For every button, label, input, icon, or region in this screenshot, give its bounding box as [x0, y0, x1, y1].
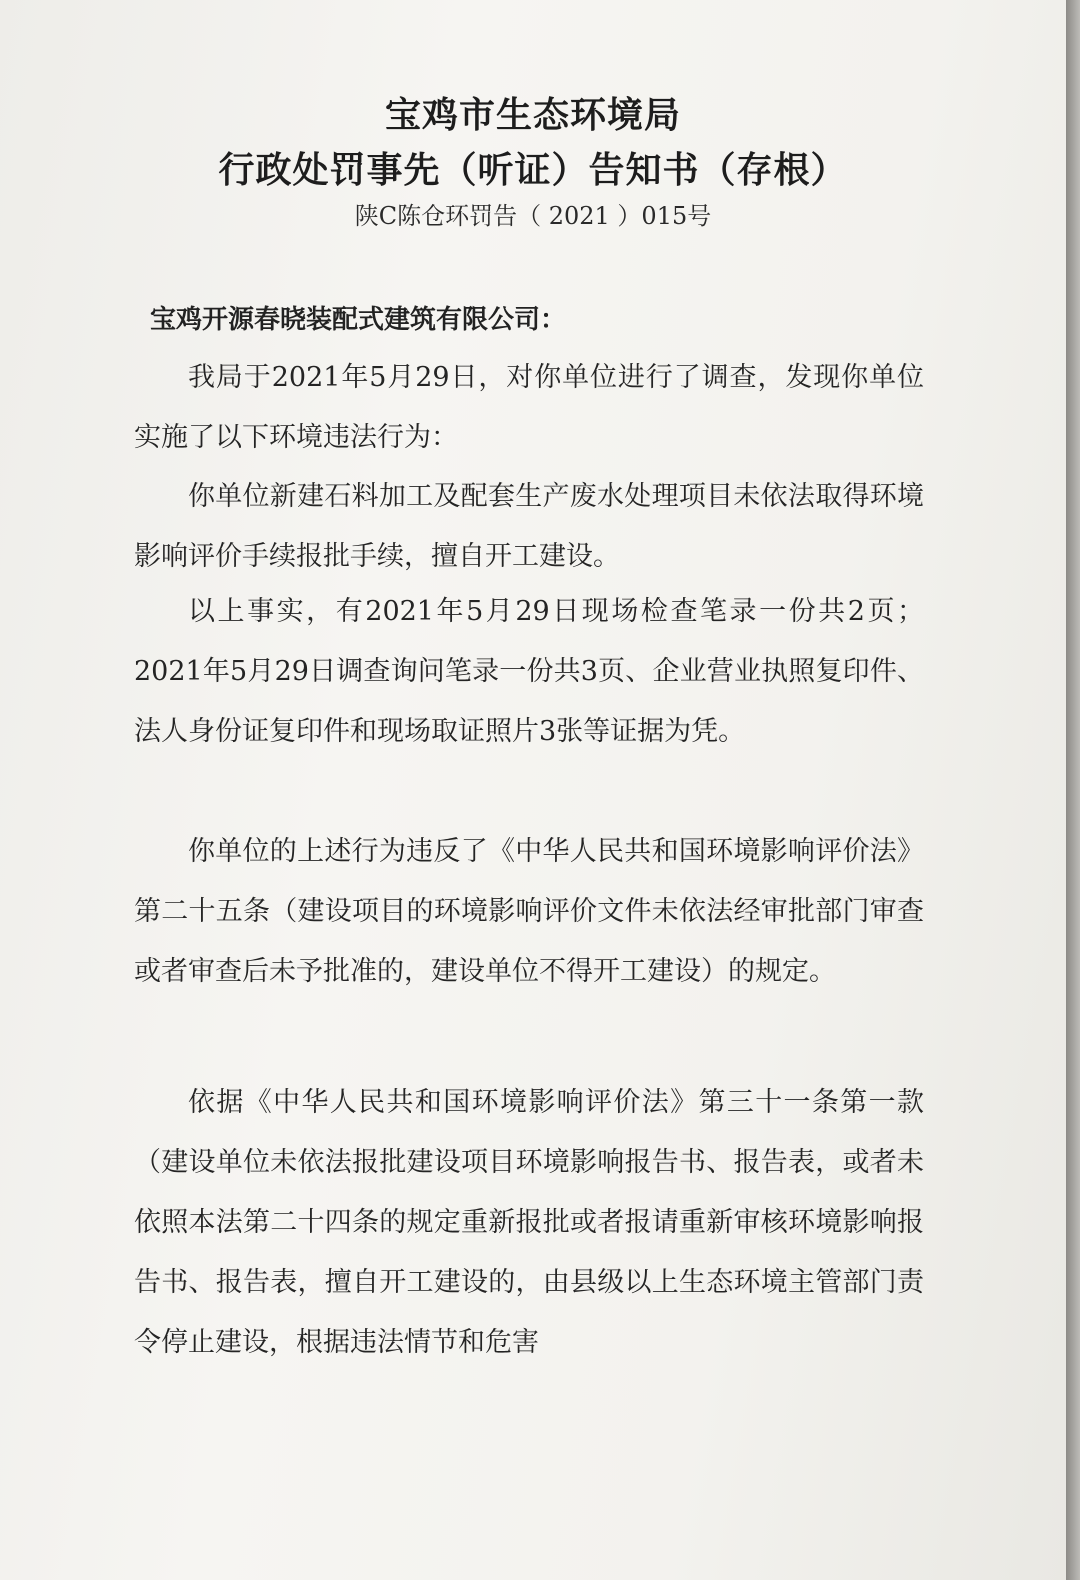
document-title: 行政处罚事先（听证）告知书（存根）	[218, 150, 848, 191]
issuer-title: 宝鸡市生态环境局	[384, 95, 681, 136]
paragraph-law-violated: 你单位的上述行为违反了《中华人民共和国环境影响评价法》第二十五条（建设项目的环境影响评价文件未依法经审批部门审查或者审查后未予批准的，建设单位不得开工建设）的规定。	[134, 836, 924, 987]
document-number: 陕C陈仓环罚告（ 2021 ）015号	[354, 202, 712, 230]
paragraph-evidence: 以上事实，有2021年5月29日现场检查笔录一份共2页；2021年5月29日调查询问笔录一份共3页、企业营业执照复印件、法人身份证复印件和现场取证照片3张等证据为凭。	[134, 596, 924, 747]
paragraph-violation: 你单位新建石料加工及配套生产废水处理项目未依法取得环境影响评价手续报批手续，擅自开工建设。	[134, 481, 924, 572]
recipient-name: 宝鸡开源春晓装配式建筑有限公司：	[150, 305, 567, 335]
paragraph-legal-basis: 依据《中华人民共和国环境影响评价法》第三十一条第一款（建设单位未依法报批建设项目环境影响报告书、报告表，或者未依照本法第二十四条的规定重新报批或者报请重新审核环境影响报告书、报告表，擅自开工建设的，由县级以上生态环境主管部门责令停止建设，根据违法情节和危害	[134, 1087, 924, 1358]
paragraph-investigation: 我局于2021年5月29日，对你单位进行了调查，发现你单位实施了以下环境违法行为：	[134, 362, 924, 453]
background-edge	[1066, 0, 1080, 1580]
